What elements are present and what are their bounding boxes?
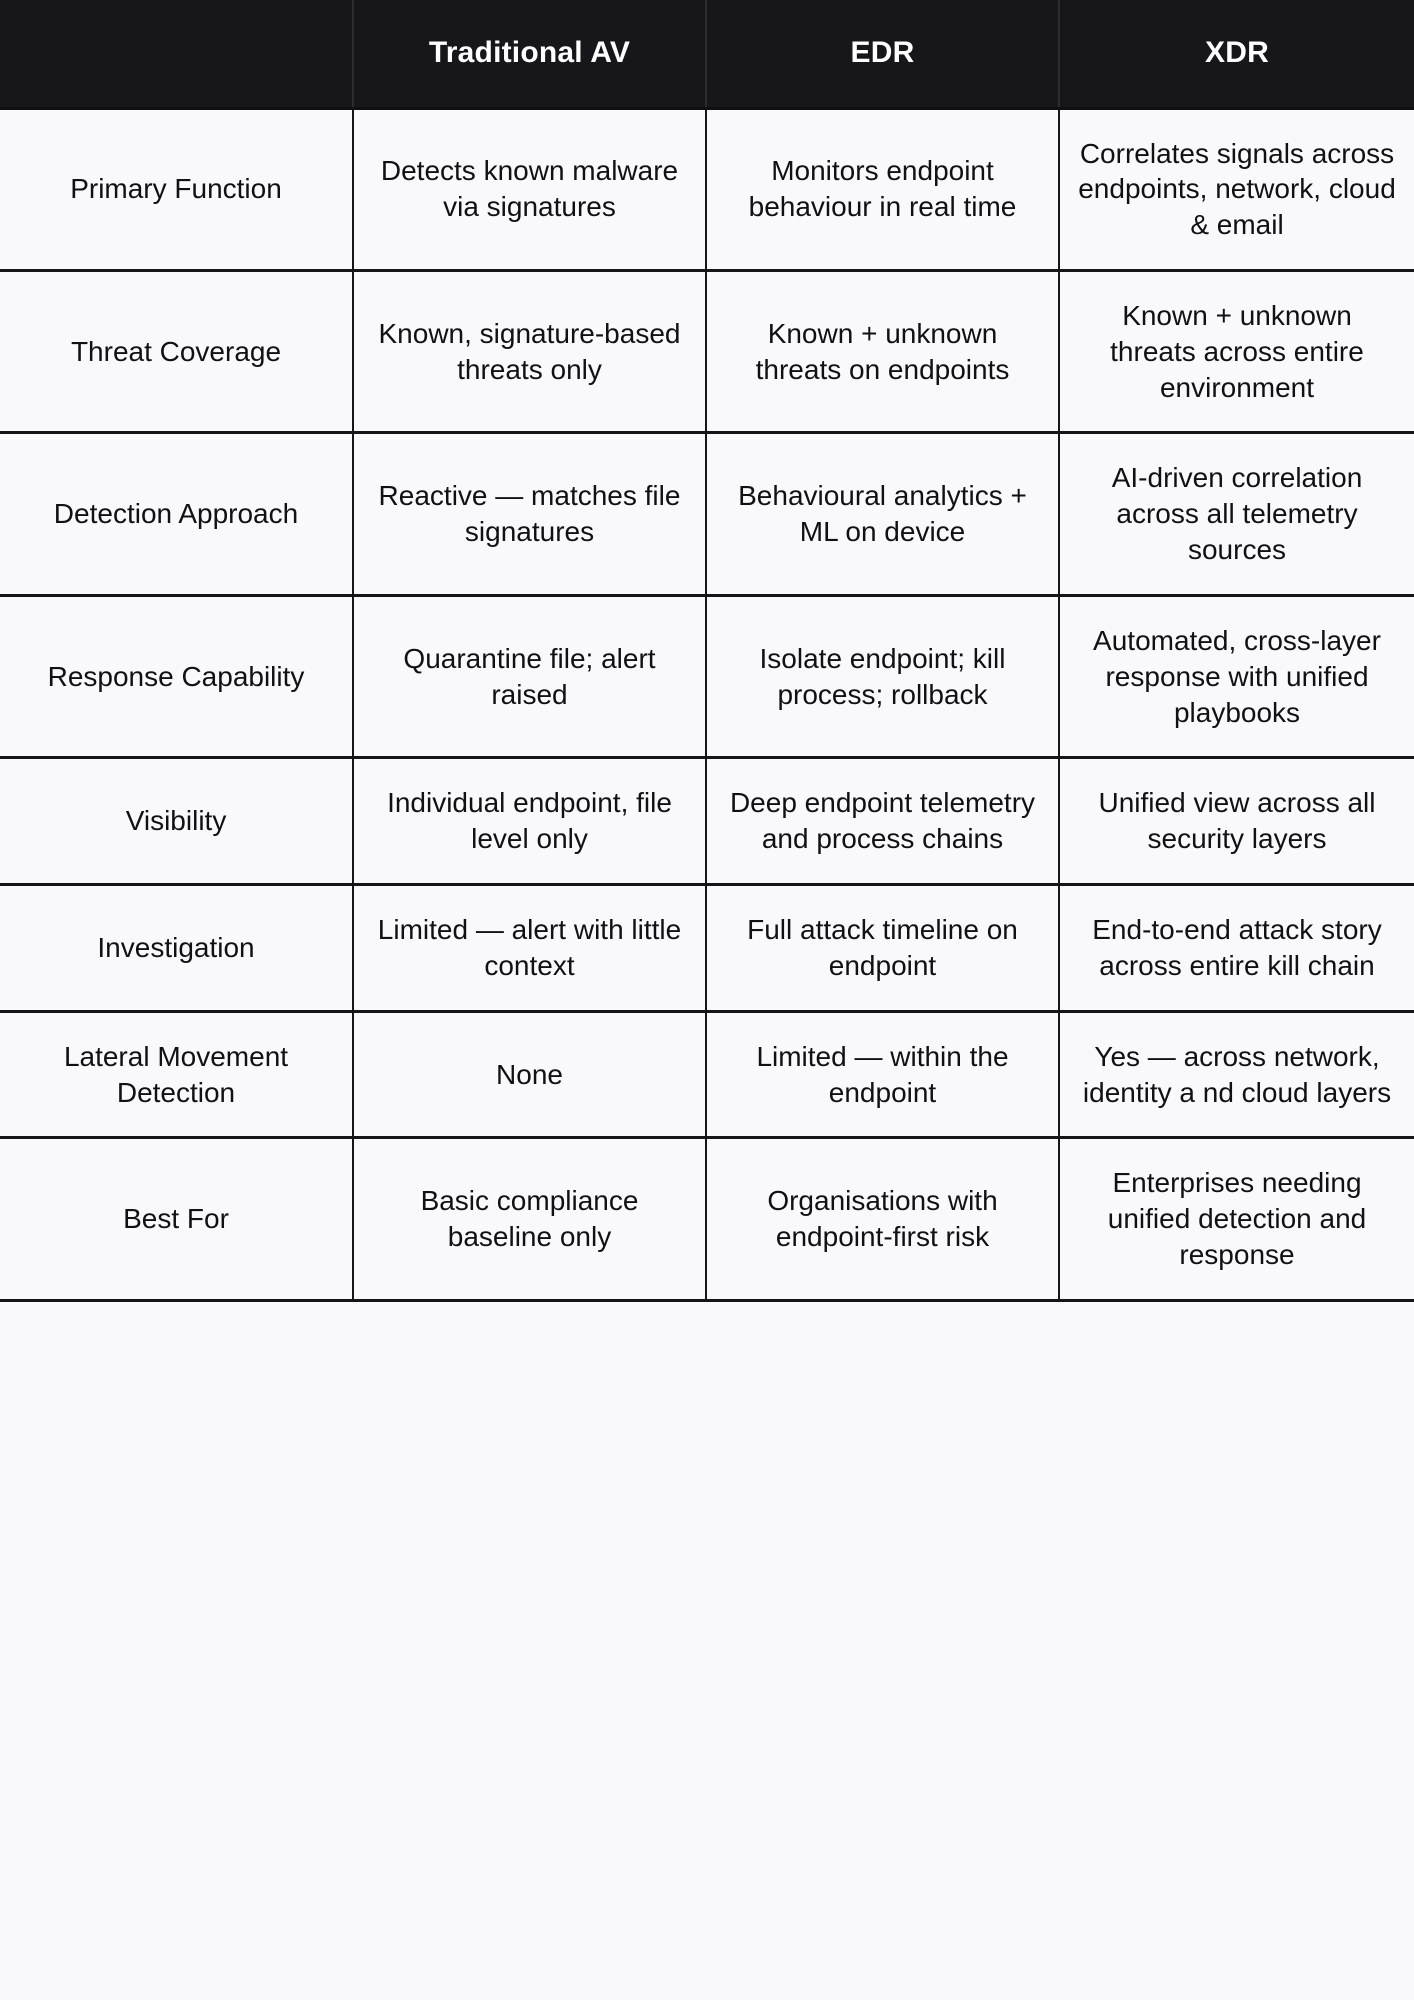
row-label-visibility bbox=[0, 758, 353, 885]
table-row bbox=[0, 108, 1414, 270]
cell-text: Individual endpoint, file level only bbox=[387, 787, 672, 855]
cell-text: Enterprises needing unified detection and response bbox=[1107, 1167, 1367, 1271]
cell-investigation-traditional-av bbox=[353, 885, 706, 1012]
table-header-row bbox=[0, 0, 1414, 108]
column-header-xdr: XDR bbox=[1059, 0, 1414, 108]
table-row bbox=[0, 885, 1414, 1012]
row-label-threat-coverage bbox=[0, 270, 353, 432]
cell-text: Correlates signals across endpoints, network, cloud & email bbox=[1078, 137, 1396, 241]
cell-text: Monitors endpoint behaviour in real time bbox=[748, 155, 1017, 223]
cell-text: End-to-end attack story across entire kill chain bbox=[1092, 914, 1382, 981]
row-label-detection-approach bbox=[0, 433, 353, 595]
cell-text: Known, signature-based threats only bbox=[378, 317, 681, 385]
column-header-traditional-av: Traditional AV bbox=[353, 0, 706, 108]
cell-text: Basic compliance baseline only bbox=[420, 1185, 639, 1253]
cell-text: Known + unknown threats across entire environment bbox=[1110, 299, 1364, 403]
table-body bbox=[0, 108, 1414, 1300]
cell-detection-approach-traditional-av bbox=[353, 433, 706, 595]
cell-text: Limited — alert with little context bbox=[377, 914, 682, 981]
cell-investigation-xdr bbox=[1059, 885, 1414, 1012]
cell-text: Yes — across network, identity a nd cloud layers bbox=[1082, 1040, 1392, 1108]
cell-best-for-traditional-av bbox=[353, 1138, 706, 1300]
cell-detection-approach-edr bbox=[706, 433, 1059, 595]
table-row bbox=[0, 758, 1414, 885]
cell-primary-function-xdr bbox=[1059, 108, 1414, 270]
row-label-text: Threat Coverage bbox=[70, 335, 282, 367]
cell-text: Limited — within the endpoint bbox=[756, 1040, 1009, 1108]
cell-text: None bbox=[496, 1058, 563, 1090]
cell-lateral-movement-traditional-av bbox=[353, 1011, 706, 1138]
row-label-text: Primary Function bbox=[70, 173, 282, 205]
cell-threat-coverage-xdr bbox=[1059, 270, 1414, 432]
row-label-text: Detection Approach bbox=[53, 498, 299, 530]
cell-threat-coverage-traditional-av bbox=[353, 270, 706, 432]
cell-text: Reactive — matches file signatures bbox=[378, 480, 681, 548]
cell-response-capability-traditional-av bbox=[353, 595, 706, 757]
cell-text: Known + unknown threats on endpoints bbox=[755, 317, 1010, 385]
row-label-text: Response Capability bbox=[47, 660, 305, 692]
cell-lateral-movement-edr bbox=[706, 1011, 1059, 1138]
row-label-text: Visibility bbox=[125, 805, 227, 837]
bottom-spacer bbox=[0, 1302, 1414, 2000]
cell-primary-function-traditional-av bbox=[353, 108, 706, 270]
table-row bbox=[0, 595, 1414, 757]
cell-text: Behavioural analytics + ML on device bbox=[738, 480, 1027, 548]
cell-text: Unified view across all security layers bbox=[1098, 787, 1376, 855]
row-label-lateral-movement-detection bbox=[0, 1011, 353, 1138]
row-label-text: Best For bbox=[123, 1203, 229, 1235]
table-row bbox=[0, 1138, 1414, 1300]
cell-threat-coverage-edr bbox=[706, 270, 1059, 432]
cell-response-capability-edr bbox=[706, 595, 1059, 757]
row-label-response-capability bbox=[0, 595, 353, 757]
table-row bbox=[0, 433, 1414, 595]
cell-primary-function-edr bbox=[706, 108, 1059, 270]
cell-visibility-xdr bbox=[1059, 758, 1414, 885]
row-label-primary-function bbox=[0, 108, 353, 270]
cell-text: Quarantine file; alert raised bbox=[403, 642, 656, 710]
cell-visibility-edr bbox=[706, 758, 1059, 885]
cell-best-for-edr bbox=[706, 1138, 1059, 1300]
table-header bbox=[0, 0, 1414, 108]
row-label-text: Lateral Movement Detection bbox=[63, 1040, 289, 1108]
cell-text: Automated, cross-layer response with unified playbooks bbox=[1093, 624, 1381, 728]
table-row bbox=[0, 1011, 1414, 1138]
column-header-edr: EDR bbox=[706, 0, 1059, 108]
cell-text: Deep endpoint telemetry and process chains bbox=[729, 787, 1036, 855]
cell-text: Organisations with endpoint-first risk bbox=[767, 1185, 998, 1253]
row-label-investigation bbox=[0, 885, 353, 1012]
row-label-best-for bbox=[0, 1138, 353, 1300]
column-header-blank-corner bbox=[0, 0, 353, 108]
cell-lateral-movement-xdr bbox=[1059, 1011, 1414, 1138]
cell-response-capability-xdr bbox=[1059, 595, 1414, 757]
cell-investigation-edr bbox=[706, 885, 1059, 1012]
cell-visibility-traditional-av bbox=[353, 758, 706, 885]
table-row bbox=[0, 270, 1414, 432]
cell-best-for-xdr bbox=[1059, 1138, 1414, 1300]
row-label-text: Investigation bbox=[97, 932, 255, 963]
cell-detection-approach-xdr bbox=[1059, 433, 1414, 595]
cell-text: Detects known malware via signatures bbox=[380, 155, 679, 223]
cell-text: AI-driven correlation across all telemetry sources bbox=[1111, 462, 1363, 566]
cell-text: Isolate endpoint; kill process; rollback bbox=[759, 642, 1006, 710]
cell-text: Full attack timeline on endpoint bbox=[747, 914, 1018, 981]
